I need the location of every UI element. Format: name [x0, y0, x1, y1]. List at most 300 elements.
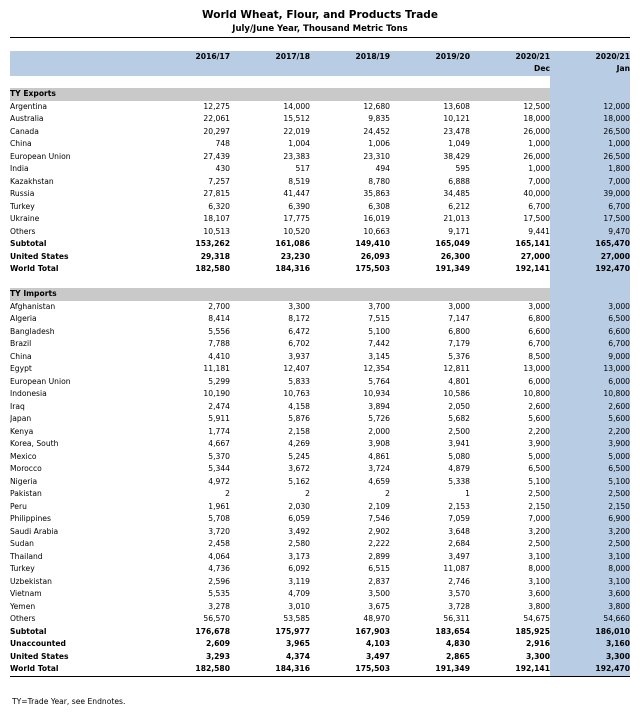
cell-value: 22,061	[203, 114, 230, 124]
cell-value: 3,800	[550, 601, 630, 614]
table-row	[10, 476, 630, 489]
footnote: TY=Trade Year, see Endnotes.	[12, 697, 126, 706]
cell-value: 6,600	[550, 326, 630, 339]
report-title: World Wheat, Flour, and Products Trade	[202, 9, 438, 21]
cell-value: 3,672	[288, 464, 310, 474]
table-row	[10, 326, 630, 339]
row-label: Kenya	[10, 426, 34, 436]
row-label: Australia	[10, 114, 44, 124]
cell-value: 8,000	[550, 563, 630, 576]
table-row	[10, 651, 630, 664]
cell-value: 2,746	[448, 576, 470, 586]
cell-value: 23,310	[363, 151, 390, 161]
column-header-row	[10, 51, 630, 64]
cell-value: 5,338	[448, 476, 470, 486]
cell-value: 13,000	[550, 363, 630, 376]
row-label: Ukraine	[10, 214, 40, 224]
cell-value: 4,374	[285, 651, 310, 661]
cell-value: 2,474	[208, 401, 230, 411]
cell-value: 2,600	[528, 401, 550, 411]
cell-value: 5,708	[208, 514, 230, 524]
cell-value: 6,700	[528, 339, 550, 349]
cell-value: 4,667	[208, 439, 230, 449]
cell-value: 2	[385, 489, 390, 499]
cell-value: 26,000	[523, 151, 550, 161]
table-row	[10, 238, 630, 251]
cell-value: 8,172	[288, 314, 310, 324]
table-row	[10, 488, 630, 501]
cell-value: 3,300	[550, 651, 630, 664]
row-label: China	[10, 351, 32, 361]
cell-value: 6,472	[288, 326, 310, 336]
column-header-year: 2016/17	[150, 51, 230, 64]
cell-value: 10,663	[363, 226, 390, 236]
cell-value: 2,596	[208, 576, 230, 586]
cell-value: 18,000	[550, 113, 630, 126]
cell-value: 53,585	[283, 614, 310, 624]
table-row	[10, 151, 630, 164]
cell-value: 3,965	[285, 639, 310, 649]
cell-value: 165,049	[435, 239, 470, 249]
cell-value: 3,119	[288, 576, 310, 586]
cell-value: 20,297	[203, 126, 230, 136]
cell-value: 7,000	[550, 176, 630, 189]
table-row	[10, 126, 630, 139]
cell-value: 2,580	[288, 539, 310, 549]
cell-value: 39,000	[550, 188, 630, 201]
table-row	[10, 638, 630, 651]
cell-value: 17,500	[523, 214, 550, 224]
row-label: Uzbekistan	[10, 576, 52, 586]
cell-value: 18,000	[523, 114, 550, 124]
cell-value: 23,478	[443, 126, 470, 136]
cell-value: 2,899	[368, 551, 390, 561]
cell-value: 3,000	[550, 301, 630, 314]
cell-value: 5,100	[368, 326, 390, 336]
cell-value: 2,150	[550, 501, 630, 514]
row-label: Yemen	[10, 601, 36, 611]
cell-value: 176,678	[195, 626, 230, 636]
cell-value: 1,000	[528, 139, 550, 149]
cell-value: 5,080	[448, 451, 470, 461]
cell-value: 9,171	[448, 226, 470, 236]
cell-value: 13,000	[523, 364, 550, 374]
row-label: Subtotal	[10, 239, 47, 249]
table-row	[10, 426, 630, 439]
cell-value: 5,376	[448, 351, 470, 361]
cell-value: 7,000	[528, 176, 550, 186]
cell-value: 3,100	[528, 576, 550, 586]
cell-value: 4,659	[368, 476, 390, 486]
cell-value: 6,000	[528, 376, 550, 386]
cell-value: 191,349	[435, 264, 470, 274]
cell-value: 56,570	[203, 614, 230, 624]
row-label: European Union	[10, 376, 71, 386]
cell-value: 175,977	[275, 626, 310, 636]
cell-value: 2	[225, 489, 230, 499]
cell-value: 2,458	[208, 539, 230, 549]
row-label: Japan	[10, 414, 32, 424]
cell-value: 2,500	[448, 426, 470, 436]
row-label: Morocco	[10, 464, 42, 474]
cell-value: 3,278	[208, 601, 230, 611]
cell-value: 8,000	[528, 564, 550, 574]
column-subheader	[230, 63, 310, 76]
cell-value: 5,682	[448, 414, 470, 424]
cell-value: 165,470	[550, 238, 630, 251]
cell-value: 2,865	[445, 651, 470, 661]
cell-value: 3,010	[288, 601, 310, 611]
cell-value: 7,546	[368, 514, 390, 524]
cell-value: 10,934	[363, 389, 390, 399]
cell-value: 4,269	[288, 439, 310, 449]
cell-value: 3,800	[528, 601, 550, 611]
row-label: Turkey	[10, 564, 35, 574]
table-row	[10, 351, 630, 364]
cell-value: 12,500	[523, 101, 550, 111]
cell-value: 6,212	[448, 201, 470, 211]
cell-value: 3,100	[528, 551, 550, 561]
table-row	[10, 401, 630, 414]
cell-value: 26,300	[440, 251, 470, 261]
cell-value: 23,383	[283, 151, 310, 161]
cell-value: 2,902	[368, 526, 390, 536]
cell-value: 2,158	[288, 426, 310, 436]
row-label: China	[10, 139, 32, 149]
row-label: Brazil	[10, 339, 32, 349]
cell-value: 175,503	[355, 264, 390, 274]
cell-value: 5,344	[208, 464, 230, 474]
cell-value: 23,230	[280, 251, 310, 261]
cell-value: 5,370	[208, 451, 230, 461]
cell-value: 2,200	[550, 426, 630, 439]
table-row	[10, 251, 630, 264]
cell-value: 34,485	[443, 189, 470, 199]
cell-value: 6,500	[528, 464, 550, 474]
cell-value: 26,500	[550, 151, 630, 164]
cell-value: 5,100	[550, 476, 630, 489]
row-label: Mexico	[10, 451, 37, 461]
cell-value: 2,000	[368, 426, 390, 436]
cell-value: 22,019	[283, 126, 310, 136]
cell-value: 12,407	[283, 364, 310, 374]
cell-value: 10,763	[283, 389, 310, 399]
cell-value: 3,900	[528, 439, 550, 449]
cell-value: 430	[215, 164, 230, 174]
cell-value: 2,030	[288, 501, 310, 511]
cell-value: 11,181	[203, 364, 230, 374]
cell-value: 2,153	[448, 501, 470, 511]
table-row	[10, 526, 630, 539]
table-row	[10, 501, 630, 514]
cell-value: 9,441	[528, 226, 550, 236]
cell-value: 17,500	[550, 213, 630, 226]
cell-value: 2	[305, 489, 310, 499]
cell-value: 1,800	[550, 163, 630, 176]
cell-value: 6,059	[288, 514, 310, 524]
cell-value: 1,961	[208, 501, 230, 511]
cell-value: 4,972	[208, 476, 230, 486]
cell-value: 12,000	[550, 101, 630, 114]
cell-value: 7,442	[368, 339, 390, 349]
cell-value: 4,410	[208, 351, 230, 361]
cell-value: 494	[375, 164, 390, 174]
cell-value: 2,500	[528, 539, 550, 549]
table-row	[10, 338, 630, 351]
cell-value: 184,316	[230, 663, 310, 676]
table-row	[10, 213, 630, 226]
cell-value: 184,316	[275, 264, 310, 274]
table-row	[10, 226, 630, 239]
cell-value: 2,609	[205, 639, 230, 649]
cell-value: 6,092	[288, 564, 310, 574]
trade-table	[10, 37, 630, 677]
row-label: Saudi Arabia	[10, 526, 59, 536]
table-row	[10, 113, 630, 126]
row-label: Indonesia	[10, 389, 47, 399]
cell-value: 3,941	[448, 439, 470, 449]
row-label: Vietnam	[10, 589, 42, 599]
cell-value: 4,830	[445, 639, 470, 649]
cell-value: 192,141	[470, 663, 550, 676]
table-row	[10, 613, 630, 626]
cell-value: 183,654	[435, 626, 470, 636]
table-row	[10, 538, 630, 551]
cell-value: 6,500	[550, 313, 630, 326]
cell-value: 165,141	[515, 239, 550, 249]
cell-value: 3,894	[368, 401, 390, 411]
table-row	[10, 513, 630, 526]
table-row	[10, 463, 630, 476]
cell-value: 3,100	[550, 551, 630, 564]
table-row	[10, 451, 630, 464]
cell-value: 7,000	[528, 514, 550, 524]
row-label: Nigeria	[10, 476, 38, 486]
cell-value: 2,500	[528, 489, 550, 499]
cell-value: 6,500	[550, 463, 630, 476]
section-header	[10, 288, 630, 301]
cell-value: 2,684	[448, 539, 470, 549]
row-label: Thailand	[10, 551, 43, 561]
cell-value: 5,000	[528, 451, 550, 461]
cell-value: 29,318	[200, 251, 230, 261]
cell-value: 10,121	[443, 114, 470, 124]
cell-value: 2,837	[368, 576, 390, 586]
table-row	[10, 301, 630, 314]
cell-value: 149,410	[355, 239, 390, 249]
cell-value: 3,173	[288, 551, 310, 561]
table-row	[10, 588, 630, 601]
cell-value: 13,608	[443, 101, 470, 111]
cell-value: 27,815	[203, 189, 230, 199]
cell-value: 12,811	[443, 364, 470, 374]
cell-value: 54,675	[523, 614, 550, 624]
cell-value: 6,702	[288, 339, 310, 349]
cell-value: 5,726	[368, 414, 390, 424]
table-row	[10, 376, 630, 389]
cell-value: 6,308	[368, 201, 390, 211]
row-label: Others	[10, 226, 36, 236]
cell-value: 1	[465, 489, 470, 499]
row-label: World Total	[10, 663, 150, 676]
cell-value: 6,700	[550, 338, 630, 351]
cell-value: 3,600	[550, 588, 630, 601]
table-row	[10, 188, 630, 201]
cell-value: 5,556	[208, 326, 230, 336]
cell-value: 182,580	[150, 663, 230, 676]
cell-value: 10,800	[550, 388, 630, 401]
cell-value: 2,500	[550, 488, 630, 501]
cell-value: 27,000	[520, 251, 550, 261]
cell-value: 6,700	[528, 201, 550, 211]
cell-value: 1,774	[208, 426, 230, 436]
cell-value: 2,200	[528, 426, 550, 436]
cell-value: 2,500	[550, 538, 630, 551]
table-row	[10, 363, 630, 376]
cell-value: 7,147	[448, 314, 470, 324]
cell-value: 3,937	[288, 351, 310, 361]
cell-value: 8,780	[368, 176, 390, 186]
cell-value: 3,160	[550, 638, 630, 651]
column-header-year: 2018/19	[310, 51, 390, 64]
cell-value: 6,320	[208, 201, 230, 211]
cell-value: 3,000	[448, 301, 470, 311]
cell-value: 748	[215, 139, 230, 149]
cell-value: 10,513	[203, 226, 230, 236]
cell-value: 3,570	[448, 589, 470, 599]
cell-value: 153,262	[195, 239, 230, 249]
cell-value: 10,190	[203, 389, 230, 399]
cell-value: 1,000	[528, 164, 550, 174]
row-label: Iraq	[10, 401, 25, 411]
table-row	[10, 563, 630, 576]
cell-value: 5,100	[528, 476, 550, 486]
table-row	[10, 313, 630, 326]
cell-value: 9,470	[550, 226, 630, 239]
cell-value: 5,876	[288, 414, 310, 424]
cell-value: 6,515	[368, 564, 390, 574]
cell-value: 3,492	[288, 526, 310, 536]
cell-value: 41,447	[283, 189, 310, 199]
cell-value: 26,000	[523, 126, 550, 136]
cell-value: 3,720	[208, 526, 230, 536]
cell-value: 175,503	[310, 663, 390, 676]
cell-value: 6,000	[550, 376, 630, 389]
column-subheader: Jan	[550, 63, 630, 76]
cell-value: 26,500	[550, 126, 630, 139]
cell-value: 2,109	[368, 501, 390, 511]
cell-value: 17,775	[283, 214, 310, 224]
cell-value: 3,600	[528, 589, 550, 599]
row-label: European Union	[10, 151, 71, 161]
cell-value: 3,100	[550, 576, 630, 589]
cell-value: 517	[295, 164, 310, 174]
table-row	[10, 201, 630, 214]
section-title: TY Exports	[10, 88, 550, 101]
cell-value: 8,519	[288, 176, 310, 186]
row-label: Afghanistan	[10, 301, 56, 311]
cell-value: 21,013	[443, 214, 470, 224]
cell-value: 7,515	[368, 314, 390, 324]
row-label: Russia	[10, 189, 35, 199]
cell-value: 3,200	[550, 526, 630, 539]
cell-value: 6,390	[288, 201, 310, 211]
cell-value: 24,452	[363, 126, 390, 136]
row-label: India	[10, 164, 29, 174]
column-header-year: 2017/18	[230, 51, 310, 64]
cell-value: 5,600	[550, 413, 630, 426]
cell-value: 5,162	[288, 476, 310, 486]
cell-value: 10,520	[283, 226, 310, 236]
cell-value: 3,648	[448, 526, 470, 536]
cell-value: 4,879	[448, 464, 470, 474]
section-title: TY Imports	[10, 288, 550, 301]
table-row	[10, 576, 630, 589]
cell-value: 6,600	[528, 326, 550, 336]
cell-value: 12,680	[363, 101, 390, 111]
table-row	[10, 438, 630, 451]
cell-value: 9,835	[368, 114, 390, 124]
cell-value: 182,580	[195, 264, 230, 274]
cell-value: 4,736	[208, 564, 230, 574]
cell-value: 8,500	[528, 351, 550, 361]
row-label: Canada	[10, 126, 39, 136]
cell-value: 38,429	[443, 151, 470, 161]
row-label: Pakistan	[10, 489, 42, 499]
cell-value: 14,000	[283, 101, 310, 111]
cell-value: 4,064	[208, 551, 230, 561]
cell-value: 2,050	[448, 401, 470, 411]
table-row	[10, 138, 630, 151]
table-row	[10, 663, 630, 676]
row-label: Korea, South	[10, 439, 59, 449]
cell-value: 5,535	[208, 589, 230, 599]
cell-value: 4,103	[365, 639, 390, 649]
cell-value: 3,500	[368, 589, 390, 599]
cell-value: 16,019	[363, 214, 390, 224]
cell-value: 4,801	[448, 376, 470, 386]
cell-value: 191,349	[390, 663, 470, 676]
cell-value: 6,800	[448, 326, 470, 336]
cell-value: 7,059	[448, 514, 470, 524]
cell-value: 35,863	[363, 189, 390, 199]
row-label: Argentina	[10, 101, 48, 111]
cell-value: 3,908	[368, 439, 390, 449]
cell-value: 161,086	[275, 239, 310, 249]
cell-value: 3,724	[368, 464, 390, 474]
cell-value: 3,700	[368, 301, 390, 311]
cell-value: 40,000	[523, 189, 550, 199]
row-label: Subtotal	[10, 626, 47, 636]
cell-value: 3,497	[448, 551, 470, 561]
row-label: United States	[10, 251, 69, 261]
cell-value: 8,414	[208, 314, 230, 324]
row-label: Peru	[10, 501, 27, 511]
cell-value: 27,000	[550, 251, 630, 264]
cell-value: 5,245	[288, 451, 310, 461]
cell-value: 18,107	[203, 214, 230, 224]
cell-value: 7,257	[208, 176, 230, 186]
cell-value: 595	[455, 164, 470, 174]
cell-value: 186,010	[550, 626, 630, 639]
cell-value: 5,299	[208, 376, 230, 386]
cell-value: 7,179	[448, 339, 470, 349]
column-subheader	[310, 63, 390, 76]
cell-value: 27,439	[203, 151, 230, 161]
cell-value: 26,093	[360, 251, 390, 261]
column-header-year: 2020/21	[550, 51, 630, 64]
cell-value: 3,293	[205, 651, 230, 661]
